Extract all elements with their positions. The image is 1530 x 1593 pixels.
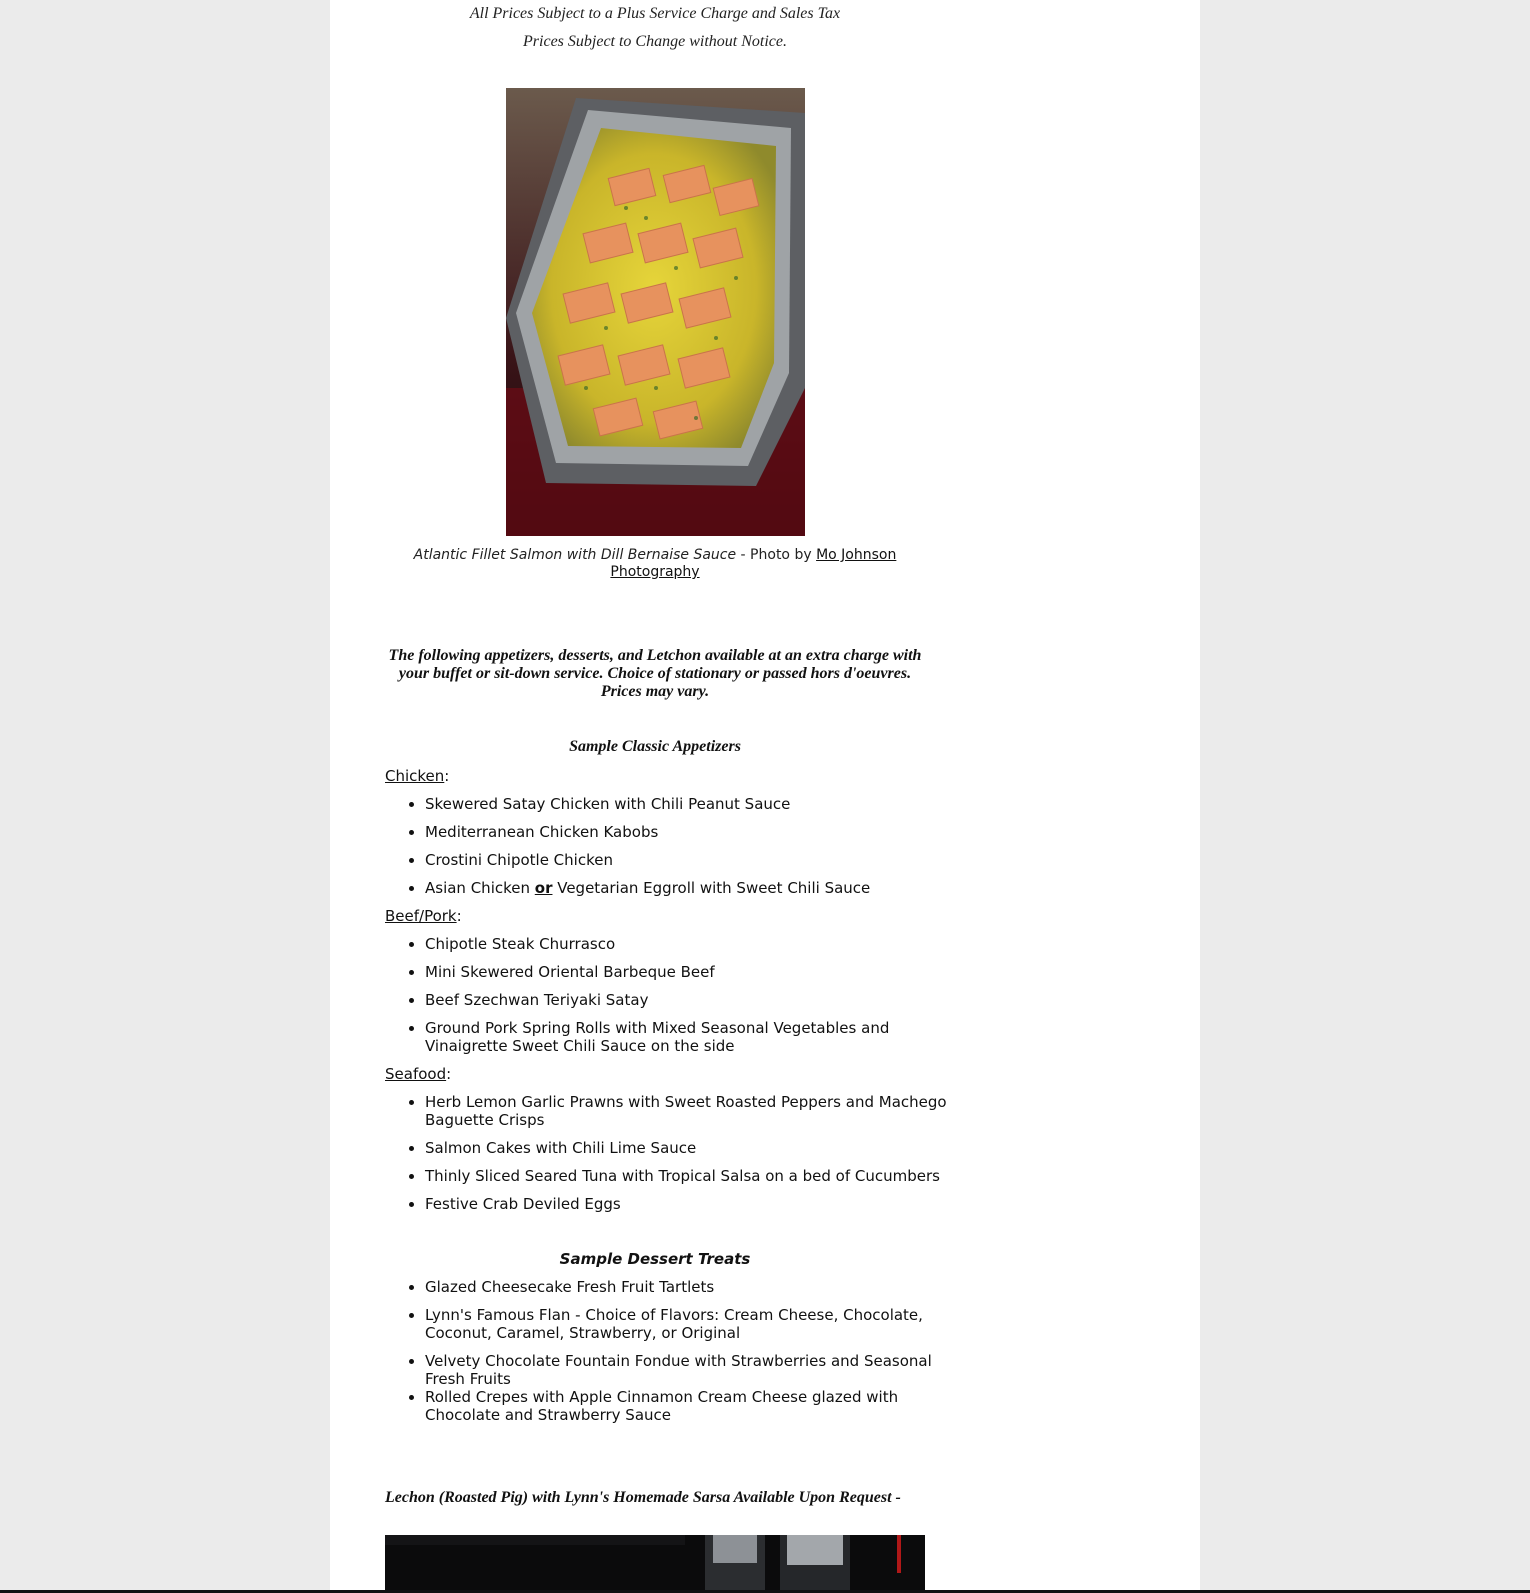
eggroll-text-before: Asian Chicken bbox=[425, 879, 535, 897]
list-item: • Glazed Cheesecake Fresh Fruit Tartlets bbox=[425, 1278, 965, 1296]
beef-pork-list bbox=[385, 935, 965, 1055]
photo-caption bbox=[385, 547, 925, 581]
list-item: • Herb Lemon Garlic Prawns with Sweet Roasted Peppers and Machego Baguette Crisps bbox=[425, 1093, 965, 1129]
salmon-dish-photo bbox=[506, 88, 805, 536]
or-emphasis: or bbox=[534, 879, 553, 897]
chicken-label: Chicken bbox=[385, 767, 445, 785]
price-notice bbox=[385, 0, 925, 56]
list-item: • Lynn's Famous Flan - Choice of Flavors: Cream Cheese, Chocolate, Coconut, Caramel, Strawberry, or Original bbox=[425, 1306, 965, 1342]
extra-charge-note: The following appetizers, desserts, and Letchon available at an extra charge with your buffet or sit-down service. Choice of stationary or passed hors d'oeuvres. Prices may vary. bbox=[388, 647, 922, 700]
list-item: • Mini Skewered Oriental Barbeque Beef bbox=[425, 963, 965, 981]
salmon-tray-image bbox=[506, 88, 805, 536]
seafood-list bbox=[385, 1093, 965, 1213]
caption-dish-name: Atlantic Fillet Salmon with Dill Bernaise Sauce bbox=[413, 547, 737, 563]
list-item: • Festive Crab Deviled Eggs bbox=[425, 1195, 965, 1213]
content-column bbox=[330, 0, 1200, 1593]
list-item: • Mediterranean Chicken Kabobs bbox=[425, 823, 965, 841]
price-change-notice: Prices Subject to Change without Notice. bbox=[523, 33, 787, 50]
list-item: • Beef Szechwan Teriyaki Satay bbox=[425, 991, 965, 1009]
category-chicken: Chicken: bbox=[385, 767, 450, 785]
appetizers-heading: Sample Classic Appetizers bbox=[569, 738, 741, 755]
category-seafood: Seafood: bbox=[385, 1065, 452, 1083]
desserts-heading: Sample Dessert Treats bbox=[559, 1250, 751, 1268]
beef-pork-label: Beef/Pork bbox=[385, 907, 457, 925]
service-charge-notice: All Prices Subject to a Plus Service Charge and Sales Tax bbox=[469, 5, 841, 22]
eggroll-text-after: Vegetarian Eggroll with Sweet Chili Sauce bbox=[552, 879, 871, 897]
lechon-note: Lechon (Roasted Pig) with Lynn's Homemade Sarsa Available Upon Request - bbox=[385, 1489, 901, 1506]
list-item: • Salmon Cakes with Chili Lime Sauce bbox=[425, 1139, 965, 1157]
list-item: • Rolled Crepes with Apple Cinnamon Cream Cheese glazed with Chocolate and Strawberry Sauce bbox=[425, 1388, 965, 1424]
list-item: • Skewered Satay Chicken with Chili Peanut Sauce bbox=[425, 795, 965, 813]
list-item: • Chipotle Steak Churrasco bbox=[425, 935, 965, 953]
lechon-photo bbox=[385, 1535, 925, 1593]
list-item bbox=[425, 879, 965, 897]
chicken-list bbox=[385, 795, 965, 897]
list-item: • Thinly Sliced Seared Tuna with Tropical Salsa on a bed of Cucumbers bbox=[425, 1167, 965, 1185]
seafood-label: Seafood bbox=[385, 1065, 447, 1083]
desserts-list bbox=[385, 1278, 965, 1424]
caption-photo-by: - Photo by bbox=[736, 547, 817, 563]
category-beef-pork: Beef/Pork: bbox=[385, 907, 462, 925]
photographer-link[interactable]: Mo Johnson Photography bbox=[610, 547, 897, 580]
list-item: • Ground Pork Spring Rolls with Mixed Seasonal Vegetables and Vinaigrette Sweet Chili Sauce on the side bbox=[425, 1019, 965, 1055]
list-item: • Crostini Chipotle Chicken bbox=[425, 851, 965, 869]
list-item: • Velvety Chocolate Fountain Fondue with Strawberries and Seasonal Fresh Fruits bbox=[425, 1352, 965, 1388]
lechon-image bbox=[385, 1535, 925, 1593]
